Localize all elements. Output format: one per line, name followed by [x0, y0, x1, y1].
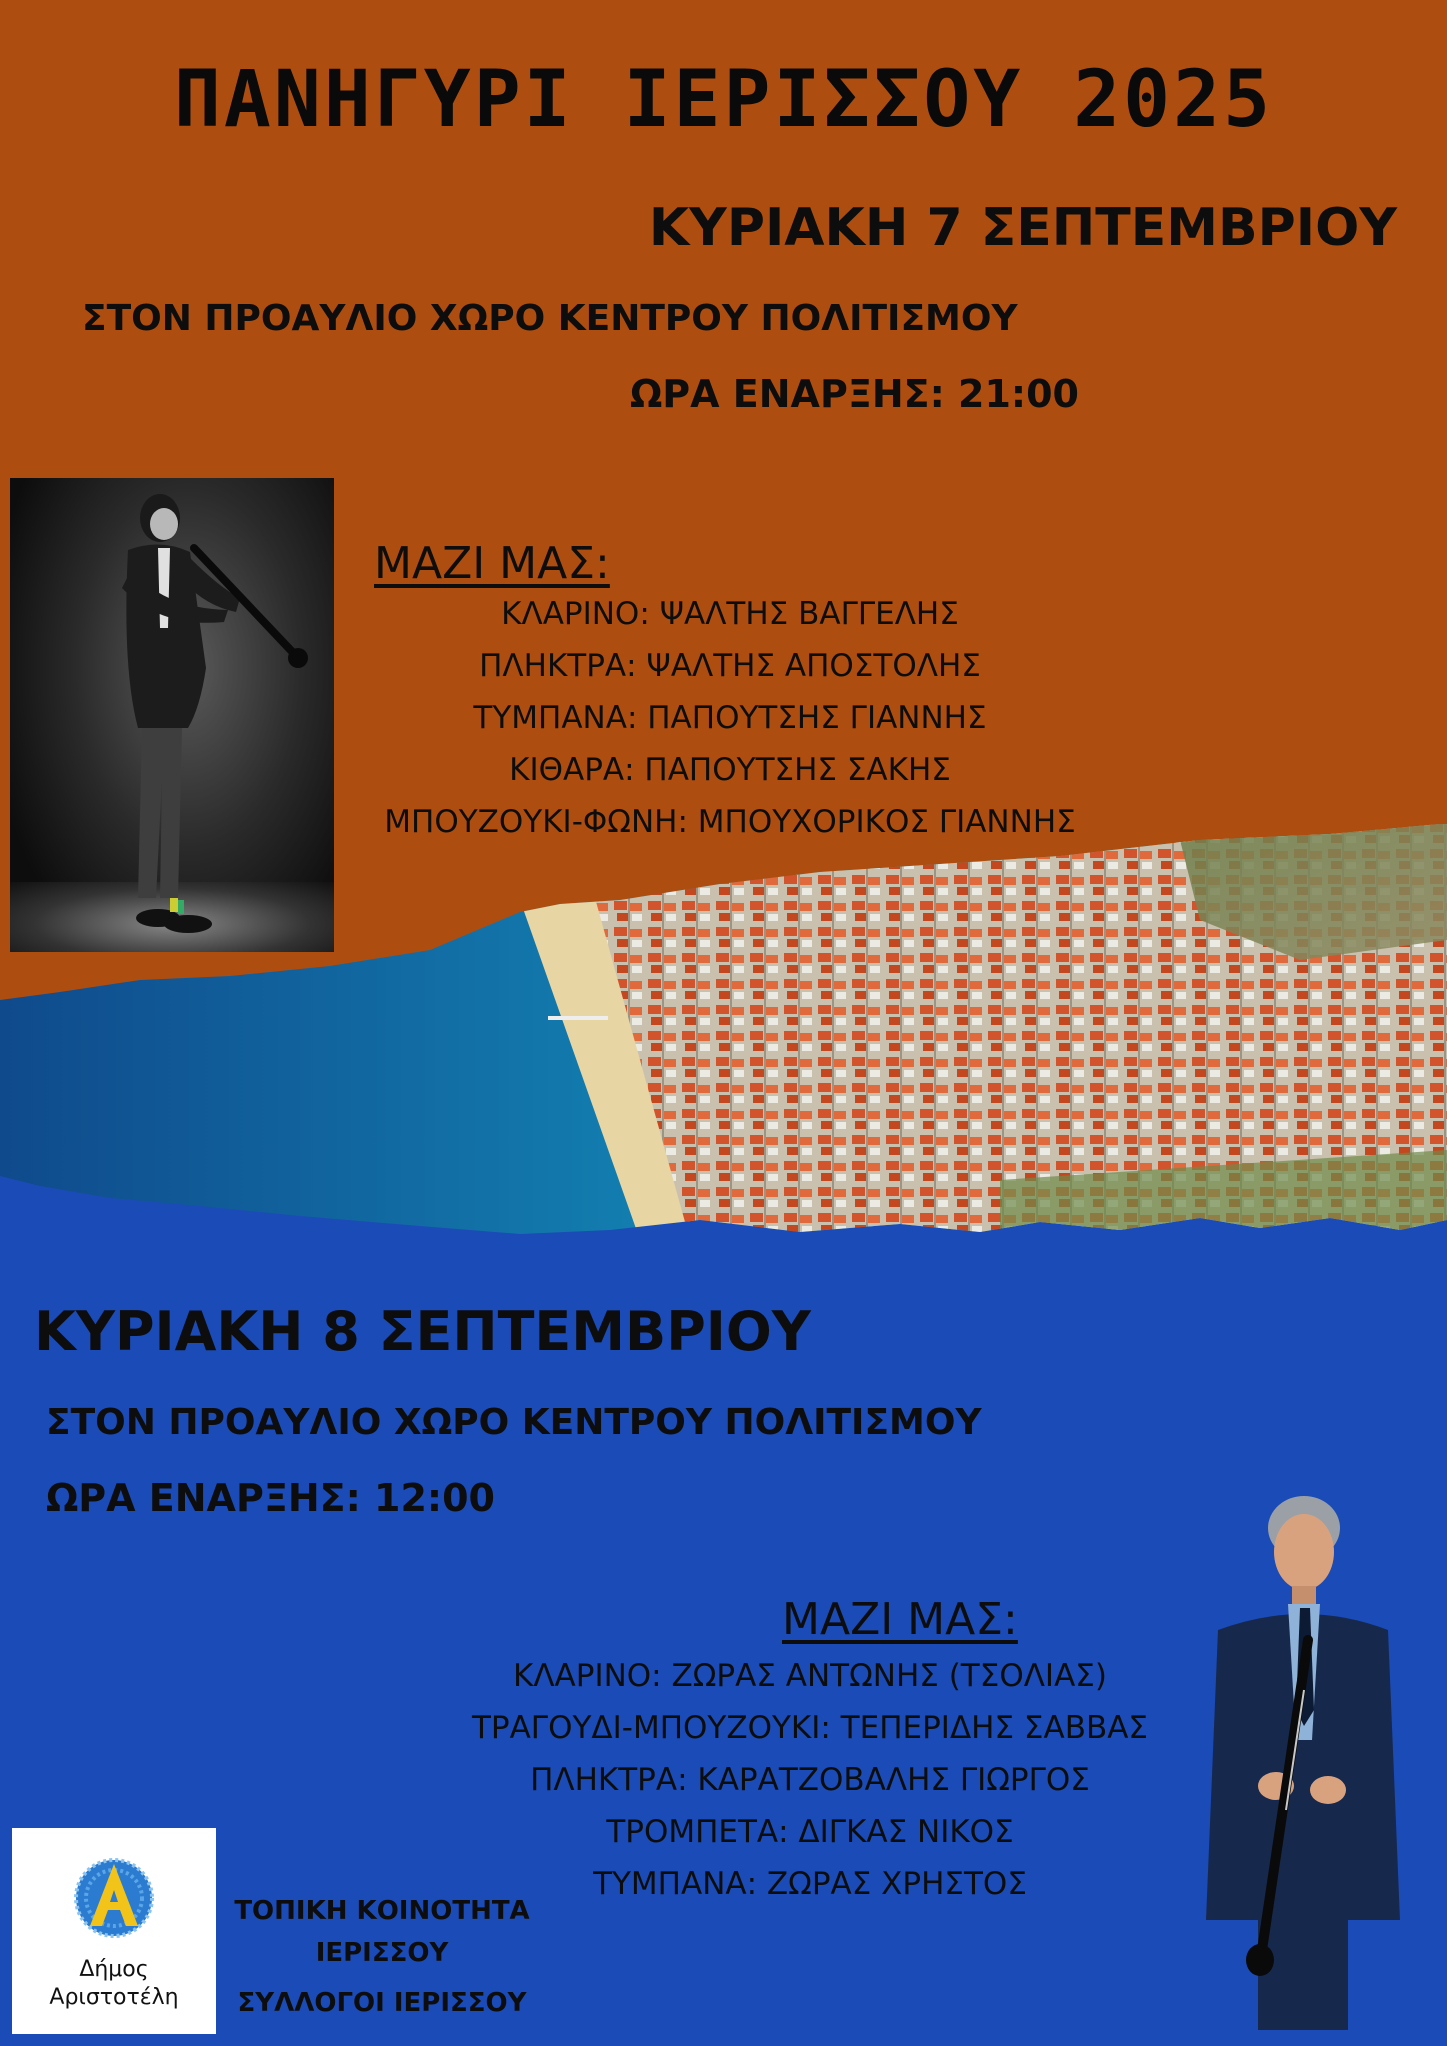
lineup-item: ΚΙΘΑΡΑ: ΠΑΠΟΥΤΣΗΣ ΣΑΚΗΣ — [509, 752, 951, 788]
organizer-credit: ΙΕΡΙΣΣΟΥ — [315, 1938, 449, 1968]
poster-title: ΠΑΝΗΓΥΡΙ ΙΕΡΙΣΣΟΥ 2025 — [173, 55, 1274, 145]
lineup-item: ΤΡΟΜΠΕΤΑ: ΔΙΓΚΑΣ ΝΙΚΟΣ — [606, 1814, 1014, 1850]
aristotelis-logo-icon — [12, 1828, 216, 1958]
municipality-logo — [12, 1828, 216, 2034]
day1-with-us-heading: ΜΑΖΙ ΜΑΣ: — [374, 538, 610, 589]
lineup-item: ΤΡΑΓΟΥΔΙ-ΜΠΟΥΖΟΥΚΙ: ΤΕΠΕΡΙΔΗΣ ΣΑΒΒΑΣ — [471, 1710, 1149, 1746]
day2-with-us-heading: ΜΑΖΙ ΜΑΣ: — [782, 1594, 1018, 1645]
day2-date: ΚΥΡΙΑΚΗ 8 ΣΕΠΤΕΜΒΡΙΟΥ — [34, 1300, 811, 1363]
day2-start-time: ΩΡΑ ΕΝΑΡΞΗΣ: 12:00 — [46, 1476, 495, 1520]
logo-caption-line: Δήμος — [79, 1957, 149, 1982]
day1-lineup — [320, 588, 1140, 848]
day1-venue: ΣΤΟΝ ΠΡΟΑΥΛΙΟ ΧΩΡΟ ΚΕΝΤΡΟΥ ΠΟΛΙΤΙΣΜΟΥ — [82, 298, 1018, 339]
lineup-item: ΚΛΑΡΙΝΟ: ΨΑΛΤΗΣ ΒΑΓΓΕΛΗΣ — [501, 596, 959, 632]
clarinetist-photo-day2 — [1188, 1490, 1416, 2030]
day2-lineup — [420, 1650, 1200, 1910]
aerial-town-photo — [0, 820, 1447, 1260]
lineup-item: ΜΠΟΥΖΟΥΚΙ-ΦΩΝΗ: ΜΠΟΥΧΟΡΙΚΟΣ ΓΙΑΝΝΗΣ — [384, 804, 1076, 840]
day2-venue: ΣΤΟΝ ΠΡΟΑΥΛΙΟ ΧΩΡΟ ΚΕΝΤΡΟΥ ΠΟΛΙΤΙΣΜΟΥ — [46, 1402, 982, 1443]
lineup-item: ΠΛΗΚΤΡΑ: ΨΑΛΤΗΣ ΑΠΟΣΤΟΛΗΣ — [479, 648, 981, 684]
lineup-item: ΤΥΜΠΑΝΑ: ΖΩΡΑΣ ΧΡΗΣΤΟΣ — [593, 1866, 1027, 1902]
day1-date: ΚΥΡΙΑΚΗ 7 ΣΕΠΤΕΜΒΡΙΟΥ — [648, 198, 1397, 258]
logo-caption-line: Αριστοτέλη — [49, 1985, 179, 2010]
lineup-item: ΠΛΗΚΤΡΑ: ΚΑΡΑΤΖΟΒΑΛΗΣ ΓΙΩΡΓΟΣ — [530, 1762, 1090, 1798]
organizer-credit: ΣΥΛΛΟΓΟΙ ΙΕΡΙΣΣΟΥ — [237, 1988, 527, 2018]
day1-start-time: ΩΡΑ ΕΝΑΡΞΗΣ: 21:00 — [630, 372, 1079, 416]
lineup-item: ΤΥΜΠΑΝΑ: ΠΑΠΟΥΤΣΗΣ ΓΙΑΝΝΗΣ — [473, 700, 987, 736]
organizer-credit: ΤΟΠΙΚΗ ΚΟΙΝΟΤΗΤΑ — [234, 1896, 530, 1926]
logo-caption — [12, 1956, 216, 2012]
lineup-item: ΚΛΑΡΙΝΟ: ΖΩΡΑΣ ΑΝΤΩΝΗΣ (ΤΣΟΛΙΑΣ) — [513, 1658, 1107, 1694]
